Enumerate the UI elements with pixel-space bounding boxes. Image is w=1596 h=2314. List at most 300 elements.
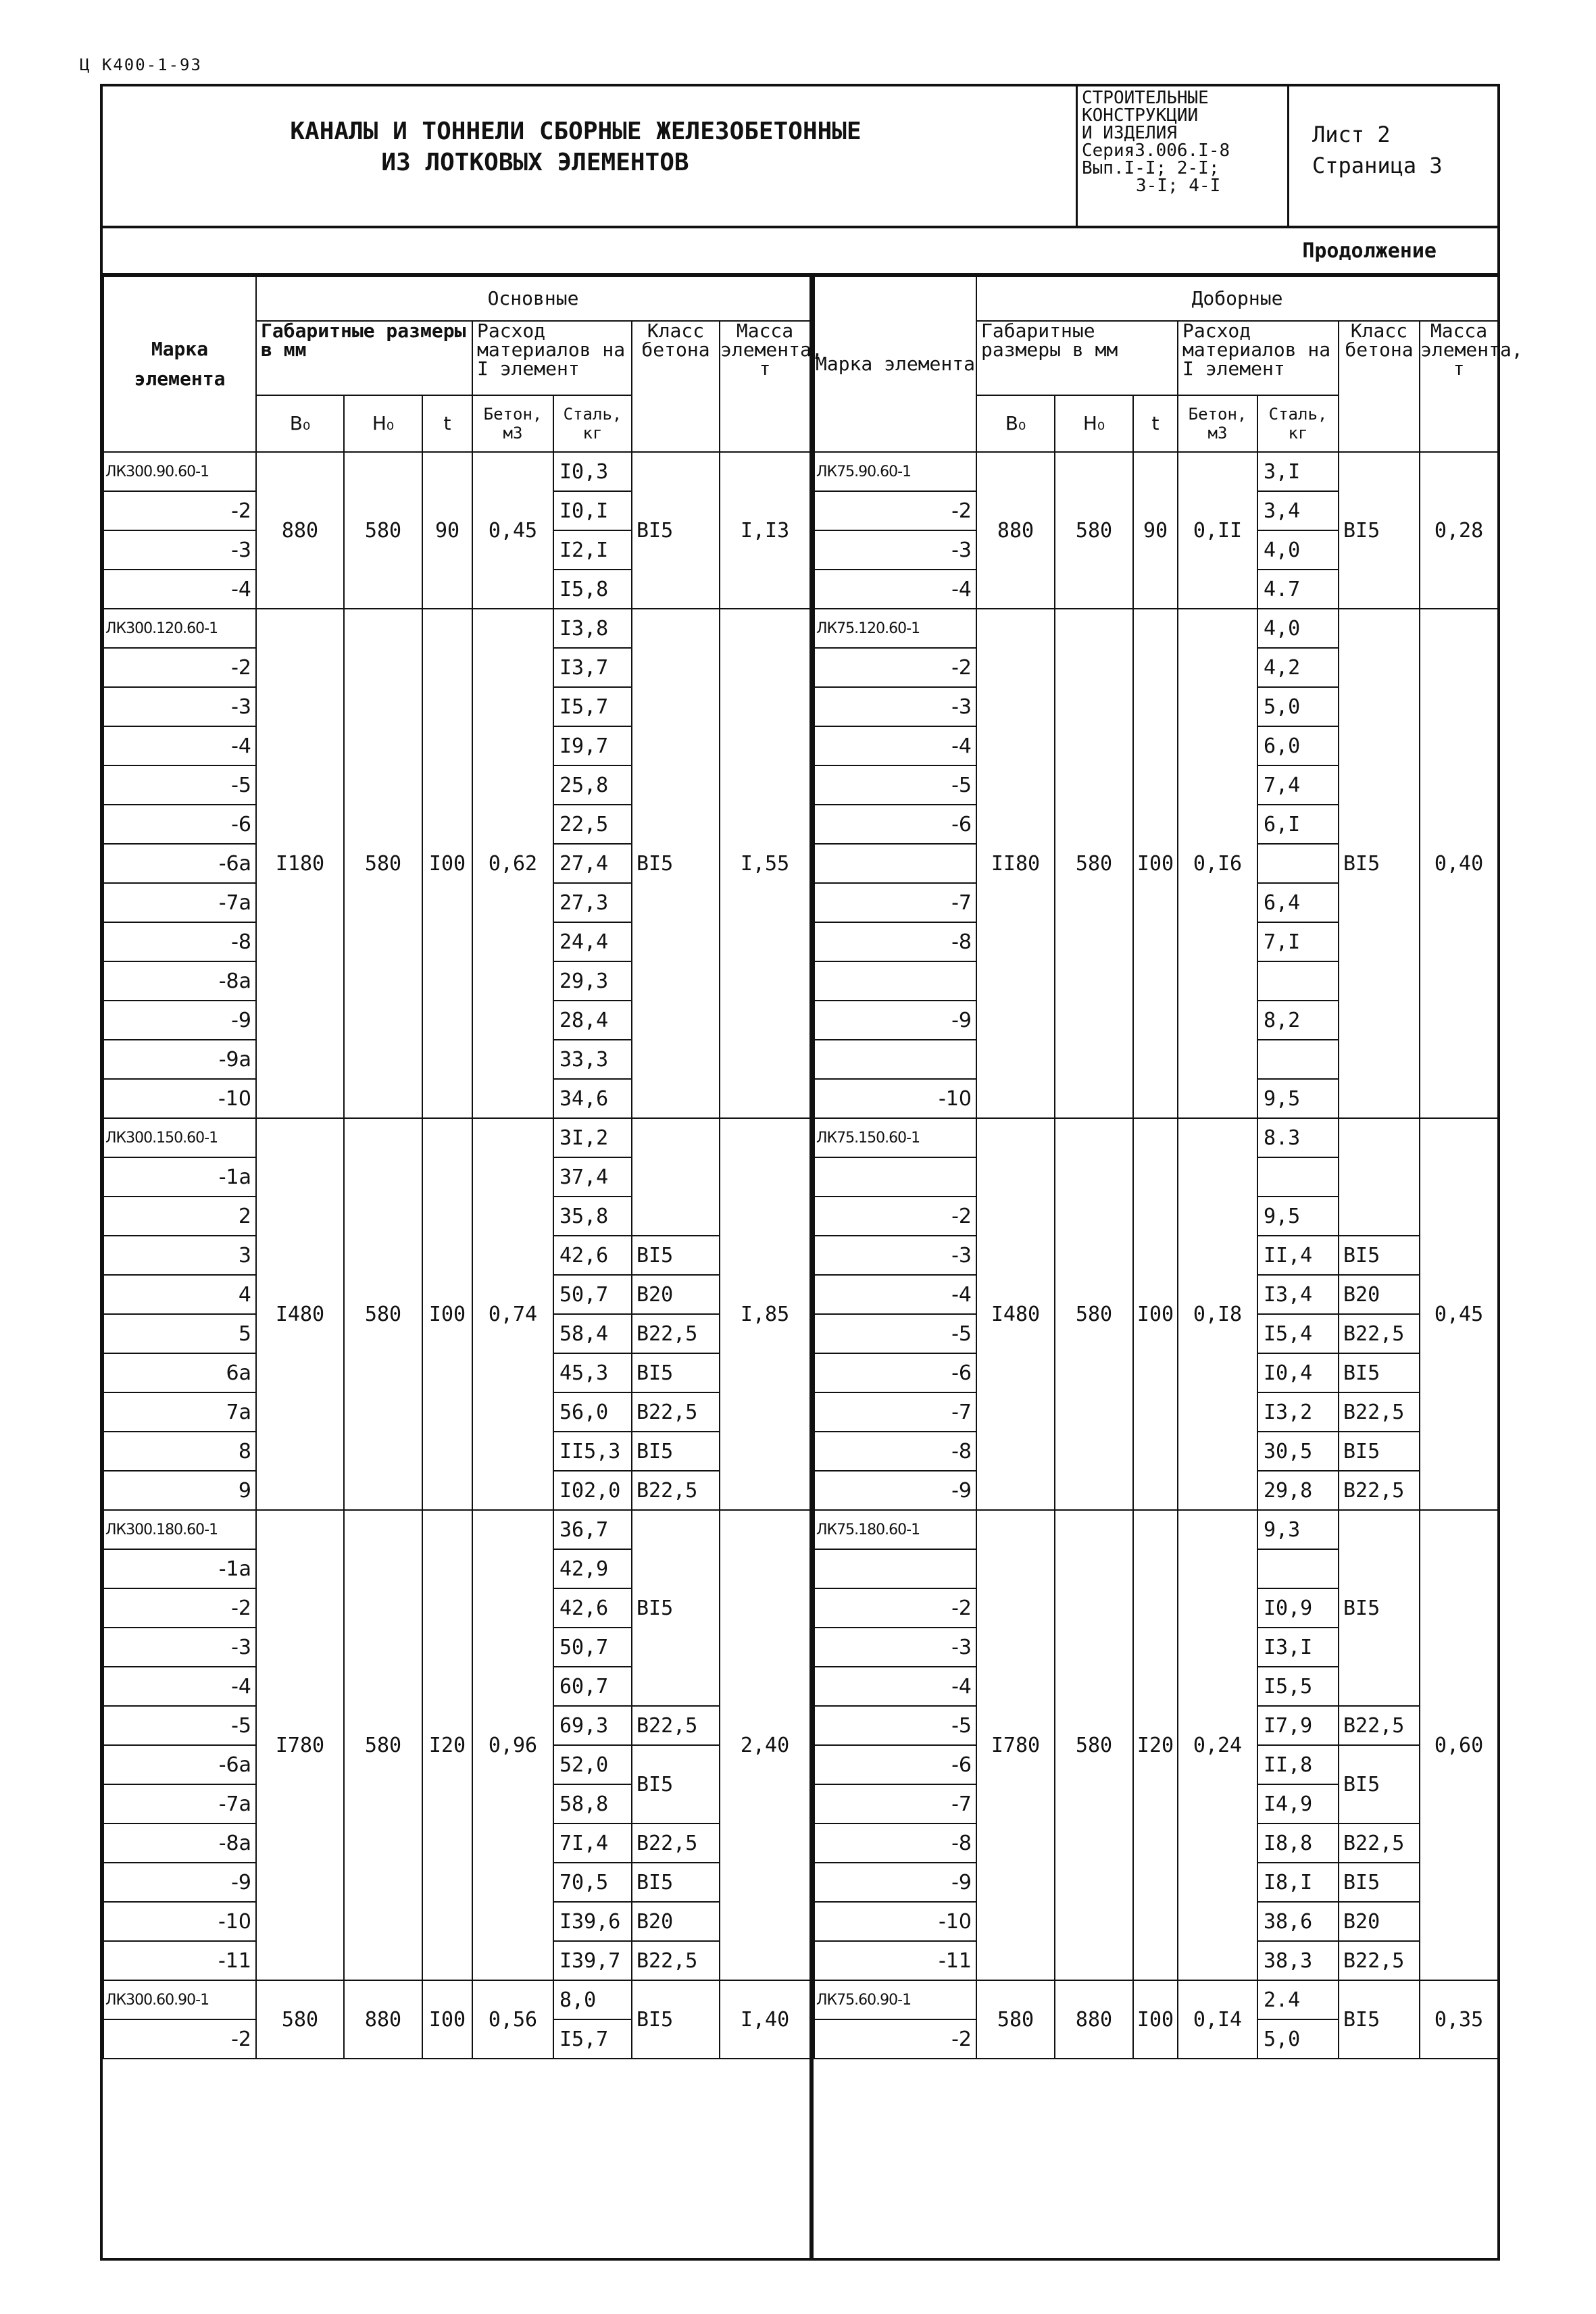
element-mark: -4: [814, 726, 976, 765]
thickness-value: I00: [422, 609, 472, 1118]
table-row: [103, 452, 810, 491]
element-mark: -5: [814, 765, 976, 805]
element-mark: -6а: [103, 1745, 256, 1784]
mass-value: I,85: [720, 1118, 810, 1510]
steel-value: 9,5: [1257, 1079, 1339, 1118]
steel-value: 52,0: [553, 1745, 632, 1784]
element-mark: -4: [103, 570, 256, 609]
height-value: 580: [1055, 1118, 1133, 1510]
element-mark: -3: [103, 530, 256, 570]
steel-value: 3,I: [1257, 452, 1339, 491]
steel-value: I0,9: [1257, 1588, 1339, 1628]
steel-value: II,8: [1257, 1745, 1339, 1784]
continuation-row: [103, 226, 1497, 276]
sheet-number: Лист 2: [1312, 122, 1391, 147]
steel-value: I5,8: [553, 570, 632, 609]
series-line: КОНСТРУКЦИИ: [1082, 105, 1199, 126]
class-header: Класс бетона: [1339, 321, 1420, 452]
steel-value: 5,0: [1257, 687, 1339, 726]
steel-value: I5,4: [1257, 1314, 1339, 1353]
continuation-label: Продолжение: [1302, 239, 1437, 263]
consumption-header: Расход материалов на I элемент: [1178, 321, 1339, 395]
mass-value: 0,40: [1420, 609, 1498, 1118]
element-mark: 5: [103, 1314, 256, 1353]
main-elements-table: [103, 276, 823, 2059]
steel-value: 3I,2: [553, 1118, 632, 1157]
height-value: 580: [1055, 452, 1133, 609]
steel-value: [1257, 1549, 1339, 1588]
element-mark: ЛК75.150.60-1: [814, 1118, 976, 1157]
steel-value: I0,I: [553, 491, 632, 530]
steel-value: 28,4: [553, 1001, 632, 1040]
series-line: Серия3.006.I-8: [1082, 141, 1230, 161]
steel-value: 58,4: [553, 1314, 632, 1353]
steel-value: 60,7: [553, 1667, 632, 1706]
element-mark: -5: [814, 1314, 976, 1353]
element-mark: -9: [814, 1471, 976, 1510]
height-value: 880: [1055, 1980, 1133, 2059]
steel-value: 56,0: [553, 1392, 632, 1432]
mark-header: Марка элемента: [814, 276, 976, 452]
concrete-class: BI5: [632, 1236, 720, 1275]
table-row: [103, 1118, 810, 1157]
series-line: СТРОИТЕЛЬНЫЕ: [1082, 88, 1209, 108]
thickness-value: 90: [422, 452, 472, 609]
element-mark: -4: [103, 1667, 256, 1706]
table-row: [814, 609, 1498, 648]
element-mark: -10: [814, 1079, 976, 1118]
dims-header: Габаритные размеры в мм: [256, 321, 472, 395]
concrete-value: 0,II: [1178, 452, 1257, 609]
sheet-info: [1312, 119, 1495, 181]
dims-header: Габаритные размеры в мм: [976, 321, 1178, 395]
element-mark: ЛК300.180.60-1: [103, 1510, 256, 1549]
concrete-class: B22,5: [632, 1941, 720, 1980]
concrete-class: BI5: [1339, 1863, 1420, 1902]
element-mark: -2: [103, 2019, 256, 2059]
element-mark: ЛК300.120.60-1: [103, 609, 256, 648]
concrete-class: BI5: [632, 1745, 720, 1823]
document-code: Ц К400-1-93: [80, 55, 202, 74]
steel-value: I7,9: [1257, 1706, 1339, 1745]
mass-value: I,I3: [720, 452, 810, 609]
concrete-class: BI5: [1339, 1353, 1420, 1392]
steel-value: I3,I: [1257, 1628, 1339, 1667]
width-value: 580: [256, 1980, 344, 2059]
element-mark: -8: [814, 922, 976, 961]
concrete-class: BI5: [1339, 1510, 1420, 1706]
additional-group-header: Доборные: [976, 276, 1498, 321]
height-value: 580: [1055, 1510, 1133, 1980]
steel-value: 24,4: [553, 922, 632, 961]
element-mark: 6а: [103, 1353, 256, 1392]
mass-value: 0,45: [1420, 1118, 1498, 1510]
concrete-class: B22,5: [632, 1706, 720, 1745]
h-header: H₀: [1055, 395, 1133, 452]
series-line: Вып.I-I; 2-I;: [1082, 158, 1220, 178]
concrete-class: BI5: [632, 1432, 720, 1471]
element-mark: -8а: [103, 961, 256, 1001]
width-value: 580: [976, 1980, 1055, 2059]
steel-value: 29,8: [1257, 1471, 1339, 1510]
element-mark: -9а: [103, 1040, 256, 1079]
b-header: B₀: [976, 395, 1055, 452]
element-mark: -9: [103, 1001, 256, 1040]
element-mark: -9: [814, 1001, 976, 1040]
element-mark: -9: [103, 1863, 256, 1902]
additional-elements-table: [814, 276, 1523, 2059]
steel-header: Сталь, кг: [1257, 395, 1339, 452]
element-mark: -6: [103, 805, 256, 844]
height-value: 580: [344, 609, 422, 1118]
element-mark: -9: [814, 1863, 976, 1902]
concrete-header: Бетон, м3: [1178, 395, 1257, 452]
element-mark: -2: [814, 648, 976, 687]
steel-value: [1257, 961, 1339, 1001]
steel-value: 6,0: [1257, 726, 1339, 765]
additional-table-body: [814, 452, 1498, 2059]
thickness-value: 90: [1133, 452, 1178, 609]
table-row: [814, 1980, 1498, 2019]
steel-value: 4,0: [1257, 530, 1339, 570]
concrete-value: 0,74: [472, 1118, 553, 1510]
table-row: [814, 452, 1498, 491]
steel-value: I39,6: [553, 1902, 632, 1941]
steel-value: [1257, 1040, 1339, 1079]
concrete-value: 0,45: [472, 452, 553, 609]
mass-value: 0,60: [1420, 1510, 1498, 1980]
steel-value: 25,8: [553, 765, 632, 805]
steel-value: [1257, 1157, 1339, 1197]
table-row: [103, 609, 810, 648]
table-row: [814, 1510, 1498, 1549]
element-mark: -10: [103, 1079, 256, 1118]
steel-value: 50,7: [553, 1628, 632, 1667]
steel-value: 2.4: [1257, 1980, 1339, 2019]
element-mark: -3: [103, 1628, 256, 1667]
concrete-class: BI5: [632, 609, 720, 1118]
steel-value: 50,7: [553, 1275, 632, 1314]
title-block: [103, 86, 1497, 228]
element-mark: -10: [103, 1902, 256, 1941]
steel-value: I0,3: [553, 452, 632, 491]
element-mark: -2: [814, 1588, 976, 1628]
element-mark: -4: [814, 1275, 976, 1314]
element-mark: ЛК75.90.60-1: [814, 452, 976, 491]
steel-value: 38,6: [1257, 1902, 1339, 1941]
element-mark: -2: [814, 491, 976, 530]
mass-value: 2,40: [720, 1510, 810, 1980]
steel-value: 9,5: [1257, 1197, 1339, 1236]
concrete-class: BI5: [1339, 1432, 1420, 1471]
t-header: t: [1133, 395, 1178, 452]
element-mark: -7а: [103, 1784, 256, 1823]
mass-value: I,40: [720, 1980, 810, 2059]
concrete-class: BI5: [632, 1353, 720, 1392]
element-mark: -8а: [103, 1823, 256, 1863]
concrete-class: B22,5: [1339, 1941, 1420, 1980]
mass-value: 0,28: [1420, 452, 1498, 609]
concrete-class: BI5: [1339, 1745, 1420, 1823]
element-mark: ЛК75.180.60-1: [814, 1510, 976, 1549]
element-mark: -3: [814, 1236, 976, 1275]
steel-value: 37,4: [553, 1157, 632, 1197]
element-mark: ЛК300.150.60-1: [103, 1118, 256, 1157]
element-mark: -3: [103, 687, 256, 726]
steel-value: 7,I: [1257, 922, 1339, 961]
element-mark: -2: [814, 1197, 976, 1236]
steel-value: I9,7: [553, 726, 632, 765]
concrete-value: 0,I6: [1178, 609, 1257, 1118]
steel-value: 34,6: [553, 1079, 632, 1118]
steel-value: 7,4: [1257, 765, 1339, 805]
steel-value: 27,4: [553, 844, 632, 883]
concrete-class: B20: [632, 1275, 720, 1314]
series-line: И ИЗДЕЛИЯ: [1082, 123, 1177, 143]
element-mark: -6а: [103, 844, 256, 883]
mass-header: Масса элемента, т: [1420, 321, 1498, 452]
steel-value: I4,9: [1257, 1784, 1339, 1823]
height-value: 880: [344, 1980, 422, 2059]
class-header: Класс бетона: [632, 321, 720, 452]
thickness-value: I20: [422, 1510, 472, 1980]
concrete-value: 0,I8: [1178, 1118, 1257, 1510]
steel-value: II5,3: [553, 1432, 632, 1471]
steel-value: 8,0: [553, 1980, 632, 2019]
element-mark: -7а: [103, 883, 256, 922]
steel-value: 5,0: [1257, 2019, 1339, 2059]
main-table-body: [103, 452, 810, 2059]
steel-value: I5,5: [1257, 1667, 1339, 1706]
element-mark: -4: [814, 570, 976, 609]
element-mark: -5: [103, 765, 256, 805]
concrete-class: BI5: [1339, 1236, 1420, 1275]
mass-value: 0,35: [1420, 1980, 1498, 2059]
main-group-header: Основные: [256, 276, 810, 321]
steel-value: 38,3: [1257, 1941, 1339, 1980]
concrete-class: [1339, 1118, 1420, 1236]
element-mark: [814, 1549, 976, 1588]
concrete-class: B22,5: [632, 1823, 720, 1863]
steel-value: 27,3: [553, 883, 632, 922]
steel-value: 42,6: [553, 1588, 632, 1628]
steel-value: 35,8: [553, 1197, 632, 1236]
element-mark: ЛК300.90.60-1: [103, 452, 256, 491]
element-mark: -7: [814, 1392, 976, 1432]
element-mark: 9: [103, 1471, 256, 1510]
steel-value: I5,7: [553, 2019, 632, 2059]
series-block: [1076, 86, 1289, 226]
element-mark: -10: [814, 1902, 976, 1941]
element-mark: -6: [814, 805, 976, 844]
steel-value: 4,2: [1257, 648, 1339, 687]
element-mark: -1а: [103, 1157, 256, 1197]
steel-value: I39,7: [553, 1941, 632, 1980]
t-header: t: [422, 395, 472, 452]
thickness-value: I00: [1133, 1118, 1178, 1510]
element-mark: ЛК75.60.90-1: [814, 1980, 976, 2019]
steel-value: 22,5: [553, 805, 632, 844]
concrete-class: B20: [1339, 1275, 1420, 1314]
concrete-class: B20: [1339, 1902, 1420, 1941]
width-value: I780: [256, 1510, 344, 1980]
steel-value: 6,4: [1257, 883, 1339, 922]
element-mark: -2: [103, 1588, 256, 1628]
steel-value: 30,5: [1257, 1432, 1339, 1471]
element-mark: -5: [103, 1706, 256, 1745]
height-value: 580: [344, 1118, 422, 1510]
steel-value: 4.7: [1257, 570, 1339, 609]
consumption-header: Расход материалов на I элемент: [472, 321, 632, 395]
steel-value: 69,3: [553, 1706, 632, 1745]
steel-value: 45,3: [553, 1353, 632, 1392]
thickness-value: I00: [422, 1118, 472, 1510]
b-header: B₀: [256, 395, 344, 452]
element-mark: -2: [103, 648, 256, 687]
concrete-class: B22,5: [632, 1392, 720, 1432]
concrete-value: 0,62: [472, 609, 553, 1118]
h-header: H₀: [344, 395, 422, 452]
width-value: I780: [976, 1510, 1055, 1980]
element-mark: 2: [103, 1197, 256, 1236]
table-row: [103, 1510, 810, 1549]
steel-value: I3,2: [1257, 1392, 1339, 1432]
title-line-2: ИЗ ЛОТКОВЫХ ЭЛЕМЕНТОВ: [381, 149, 689, 176]
element-mark: -3: [814, 530, 976, 570]
concrete-class: B22,5: [1339, 1471, 1420, 1510]
concrete-class: BI5: [632, 1510, 720, 1706]
thickness-value: I00: [422, 1980, 472, 2059]
element-mark: 8: [103, 1432, 256, 1471]
element-mark: -1а: [103, 1549, 256, 1588]
element-mark: [814, 844, 976, 883]
steel-header: Сталь, кг: [553, 395, 632, 452]
steel-value: 29,3: [553, 961, 632, 1001]
mass-value: I,55: [720, 609, 810, 1118]
element-mark: ЛК300.60.90-1: [103, 1980, 256, 2019]
width-value: I480: [256, 1118, 344, 1510]
drawing-sheet: [100, 84, 1523, 2261]
concrete-class: B20: [632, 1902, 720, 1941]
element-mark: -11: [814, 1941, 976, 1980]
concrete-value: 0,24: [1178, 1510, 1257, 1980]
height-value: 580: [344, 1510, 422, 1980]
element-mark: -7: [814, 883, 976, 922]
element-mark: [814, 1157, 976, 1197]
steel-value: 9,3: [1257, 1510, 1339, 1549]
concrete-class: BI5: [1339, 609, 1420, 1118]
element-mark: -3: [814, 1628, 976, 1667]
steel-value: I2,I: [553, 530, 632, 570]
steel-value: 4,0: [1257, 609, 1339, 648]
concrete-class: BI5: [1339, 452, 1420, 609]
concrete-class: B22,5: [1339, 1823, 1420, 1863]
element-mark: 3: [103, 1236, 256, 1275]
steel-value: 8,2: [1257, 1001, 1339, 1040]
element-mark: -3: [814, 687, 976, 726]
steel-value: 33,3: [553, 1040, 632, 1079]
steel-value: 42,9: [553, 1549, 632, 1588]
steel-value: 42,6: [553, 1236, 632, 1275]
steel-value: I0,4: [1257, 1353, 1339, 1392]
width-value: I180: [256, 609, 344, 1118]
steel-value: 58,8: [553, 1784, 632, 1823]
element-mark: 4: [103, 1275, 256, 1314]
concrete-value: 0,96: [472, 1510, 553, 1980]
element-mark: ЛК75.120.60-1: [814, 609, 976, 648]
table-row: [814, 1118, 1498, 1157]
concrete-class: BI5: [632, 452, 720, 609]
element-mark: -4: [814, 1667, 976, 1706]
concrete-value: 0,56: [472, 1980, 553, 2059]
concrete-header: Бетон, м3: [472, 395, 553, 452]
steel-value: I3,8: [553, 609, 632, 648]
concrete-class: BI5: [632, 1863, 720, 1902]
thickness-value: I20: [1133, 1510, 1178, 1980]
width-value: 880: [976, 452, 1055, 609]
steel-value: I8,8: [1257, 1823, 1339, 1863]
width-value: I480: [976, 1118, 1055, 1510]
steel-value: 6,I: [1257, 805, 1339, 844]
concrete-value: 0,I4: [1178, 1980, 1257, 2059]
thickness-value: I00: [1133, 609, 1178, 1118]
steel-value: I8,I: [1257, 1863, 1339, 1902]
series-line: 3-I; 4-I: [1136, 176, 1221, 196]
steel-value: 7I,4: [553, 1823, 632, 1863]
steel-value: 3,4: [1257, 491, 1339, 530]
element-mark: -8: [814, 1823, 976, 1863]
steel-value: I3,7: [553, 648, 632, 687]
element-mark: -6: [814, 1353, 976, 1392]
concrete-class: [632, 1118, 720, 1236]
height-value: 580: [344, 452, 422, 609]
element-mark: -6: [814, 1745, 976, 1784]
steel-value: 8.3: [1257, 1118, 1339, 1157]
mark-header: Марка элемента: [103, 276, 256, 452]
height-value: 580: [1055, 609, 1133, 1118]
element-mark: -4: [103, 726, 256, 765]
element-mark: -8: [103, 922, 256, 961]
concrete-class: B22,5: [1339, 1392, 1420, 1432]
document-title: [103, 86, 1076, 226]
element-mark: -2: [103, 491, 256, 530]
steel-value: I3,4: [1257, 1275, 1339, 1314]
concrete-class: BI5: [1339, 1980, 1420, 2059]
steel-value: [1257, 844, 1339, 883]
concrete-class: B22,5: [632, 1314, 720, 1353]
element-mark: [814, 961, 976, 1001]
concrete-class: B22,5: [1339, 1314, 1420, 1353]
width-value: II80: [976, 609, 1055, 1118]
element-mark: -8: [814, 1432, 976, 1471]
element-mark: -5: [814, 1706, 976, 1745]
thickness-value: I00: [1133, 1980, 1178, 2059]
element-mark: -11: [103, 1941, 256, 1980]
title-line-1: КАНАЛЫ И ТОННЕЛИ СБОРНЫЕ ЖЕЛЕЗОБЕТОННЫЕ: [290, 118, 862, 145]
steel-value: 70,5: [553, 1863, 632, 1902]
mass-header: Масса элемента, т: [720, 321, 810, 452]
element-mark: 7а: [103, 1392, 256, 1432]
element-mark: -7: [814, 1784, 976, 1823]
element-mark: -2: [814, 2019, 976, 2059]
steel-value: I02,0: [553, 1471, 632, 1510]
page-number: Страница 3: [1312, 153, 1443, 178]
concrete-class: B22,5: [632, 1471, 720, 1510]
steel-value: I5,7: [553, 687, 632, 726]
concrete-class: BI5: [632, 1980, 720, 2059]
table-row: [103, 1980, 810, 2019]
steel-value: 36,7: [553, 1510, 632, 1549]
